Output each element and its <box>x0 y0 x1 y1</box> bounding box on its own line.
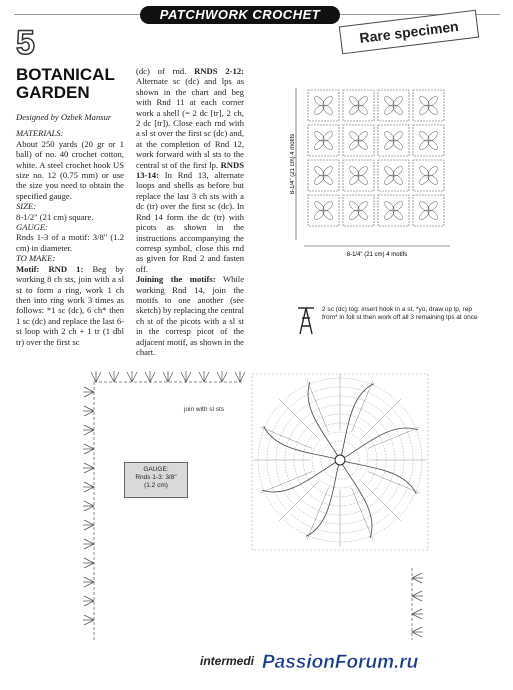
section-banner <box>140 6 340 24</box>
gauge-text: Rnds 1-3 of a motif: 3/8" (1.2 cm) in diameter. <box>16 232 124 253</box>
picot-fan <box>127 371 137 382</box>
height-label: 8-1/4" (21 cm) 4 motifs <box>290 133 296 195</box>
gauge-box <box>124 462 188 498</box>
joining-text: While working Rnd 14, join the motifs to one another (see sketch) by replacing the central ch st of the picots with a sl st in the corresp picot of the adjacent motif, as shown in the chart. <box>136 274 245 357</box>
legend-text: 2 sc (dc) tog: insert hook in a st, *yo, draw up lp, rep from* in foll st then work off all 3 remaining lps at once <box>322 306 478 322</box>
motif-lead: Motif: RND 1: <box>16 263 84 274</box>
picot-fan <box>83 482 94 492</box>
pattern-title: BOTANICAL GARDEN <box>16 65 115 102</box>
watermark: PassionForum.ru <box>262 652 419 673</box>
materials-heading: MATERIALS: <box>16 128 64 139</box>
picot-fan <box>91 371 101 382</box>
motif-spoke <box>361 399 401 439</box>
picot-fan <box>83 444 94 454</box>
picot-fan <box>83 615 94 625</box>
picot-fan <box>109 371 119 382</box>
motif-paragraph <box>16 264 124 347</box>
to-make-heading: TO MAKE: <box>16 253 56 264</box>
picot-fan <box>181 371 191 382</box>
rnds-2-12-text: Alternate sc (dc) and lps as shown in the chart and beg with Rnd 11 at each corner work a shell (= 2 dc [tr], 2 ch, 2 dc [tr]). Close each rnd with a sl st over the first sc (dc) and, at the completion of Rnd 12, work forward with sl sts to the central st of the first lp. <box>136 76 244 170</box>
motif-spoke <box>279 481 319 521</box>
picot-fan <box>145 371 155 382</box>
crochet-chart <box>72 368 432 650</box>
motif-layout-sketch <box>290 80 470 260</box>
section-label: PATCHWORK CROCHET <box>159 7 321 22</box>
gauge-box-line1: Rnds 1-3: 3/8" <box>135 474 177 481</box>
motif-center-ring <box>335 455 345 465</box>
motif-spoke <box>279 399 319 439</box>
rnds-13-14-lead: RNDS 13-14: <box>136 159 244 181</box>
rnds-13-14-text: In Rnd 13, alternate loops and shells as before but replace the last 3 ch sts with a dc (tr) over the first sc (dc). In Rnd 14 form the dc (tr) with picots as shown in the instructions accompanying the corresp symbol, close this rnd as given for Rnd 2 and fasten off. <box>136 170 244 274</box>
picot-fan <box>83 463 94 473</box>
picot-fan <box>83 501 94 511</box>
picot-fan <box>217 371 227 382</box>
picot-fan <box>412 609 423 619</box>
rnds-2-12-lead: RNDS 2-12: <box>194 66 244 76</box>
pattern-number: 5 <box>16 24 35 62</box>
picot-fan <box>412 573 423 583</box>
join-label: join with sl sts <box>184 406 225 413</box>
joining-lead: Joining the motifs: <box>136 274 216 285</box>
materials-text: About 250 yards (20 gr or 1 ball) of no. 40 crochet cotton, white. A steel crochet hook US size no. 12 (0.75 mm) or use the size you need to obtain the specified gauge. <box>16 138 124 201</box>
picot-fan <box>83 520 94 530</box>
picot-fan <box>412 591 423 601</box>
size-text: 8-1/2" (21 cm) square. <box>16 211 94 222</box>
motif-text: Beg by working 8 ch sts, join with a sl st to form a ring, work 1 ch then into ring work 3 times as follows: *1 sc (dc), 6 ch* then 1 sc (dc) and replace the last 6-st loop with 2 ch + 1 tr (1 dbl tr) over the first sc <box>16 263 124 347</box>
picot-fan <box>83 558 94 568</box>
picot-fan <box>83 387 94 397</box>
picot-fan <box>163 371 173 382</box>
motif-spoke <box>361 481 401 521</box>
instructions-column-1 <box>16 112 124 347</box>
gauge-heading: GAUGE: <box>16 222 48 233</box>
specimen-tag: Rare specimen <box>339 10 479 55</box>
gauge-box-line2: (1.2 cm) <box>144 482 168 489</box>
gauge-box-title: GAUGE: <box>143 466 169 473</box>
picot-fan <box>235 371 245 382</box>
picot-fan <box>83 539 94 549</box>
size-heading: SIZE: <box>16 201 37 212</box>
chart-stitches <box>83 371 428 640</box>
difficulty-label: intermedi <box>200 654 255 668</box>
picot-fan <box>412 627 423 637</box>
picot-fan <box>83 425 94 435</box>
designer-credit: Designed by Ozbek Mansur <box>16 112 112 122</box>
motif-spoke <box>368 471 420 492</box>
picot-fan <box>83 406 94 416</box>
col2-start: (dc) of rnd. <box>136 66 187 76</box>
picot-fan <box>199 371 209 382</box>
sketch-grid <box>308 90 444 226</box>
picot-fan <box>83 577 94 587</box>
picot-fan <box>83 596 94 606</box>
width-label: 8-1/4" (21 cm) 4 motifs <box>346 252 408 258</box>
border-chain <box>94 382 412 640</box>
instructions-column-2 <box>136 66 244 357</box>
dc-tog-symbol-icon <box>296 306 316 336</box>
